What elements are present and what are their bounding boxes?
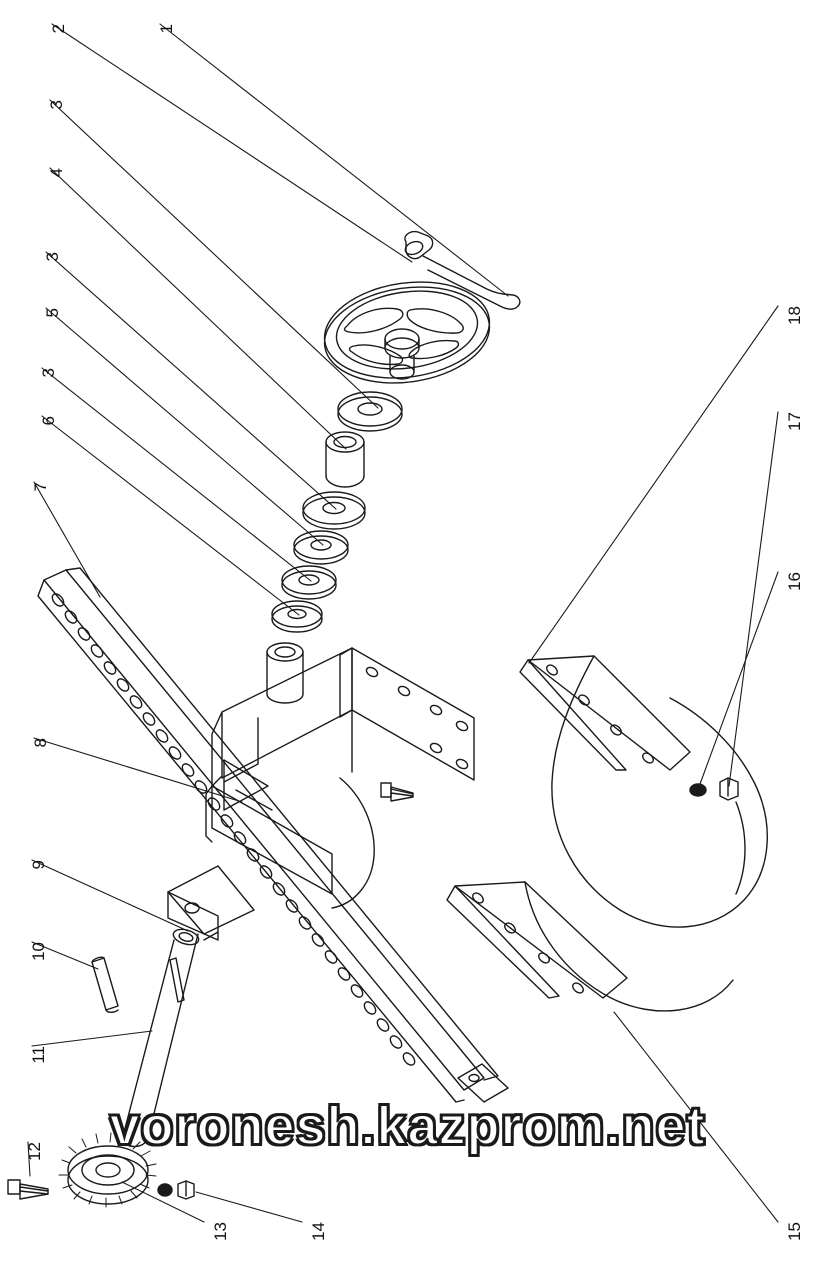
flat-washer-top: [338, 392, 402, 431]
callout-3b: 3: [43, 252, 62, 262]
sprocket-gear: [59, 1133, 156, 1207]
key-pin: [92, 957, 118, 1012]
hex-nut-small: [158, 1181, 194, 1199]
toothed-rack-rail: [38, 568, 508, 1102]
callout-8: 8: [31, 738, 50, 748]
callout-4: 4: [47, 168, 66, 178]
callout-3c: 3: [39, 368, 58, 378]
callout-9: 9: [29, 860, 48, 870]
leader-lines: [25, 24, 778, 1222]
callout-12: 12: [25, 1142, 44, 1161]
callout-1: 1: [157, 24, 176, 34]
housing-bracket: [206, 648, 474, 908]
hex-nut-washer: [690, 778, 738, 800]
pinion-shaft: [122, 927, 200, 1147]
callout-5: 5: [43, 308, 62, 318]
handwheel-part: [318, 232, 520, 393]
callout-18: 18: [785, 306, 804, 325]
spacer-sleeve: [326, 432, 364, 487]
callout-7: 7: [31, 482, 50, 492]
hex-bolt-housing: [381, 783, 413, 801]
callout-13: 13: [211, 1222, 230, 1241]
curved-shroud-plate: [447, 656, 767, 1011]
callout-14: 14: [309, 1222, 328, 1241]
callout-17: 17: [785, 412, 804, 431]
site-watermark: voronesh.kazprom.net: [109, 1096, 706, 1156]
callout-15: 15: [785, 1222, 804, 1241]
hex-bolt-small: [8, 1180, 48, 1199]
callout-2: 2: [49, 24, 68, 34]
callout-11: 11: [29, 1046, 48, 1064]
shaft-bushing: [267, 643, 303, 703]
callout-3a: 3: [47, 100, 66, 110]
callout-10: 10: [29, 942, 48, 961]
callout-6: 6: [39, 416, 58, 426]
callout-16: 16: [785, 572, 804, 591]
